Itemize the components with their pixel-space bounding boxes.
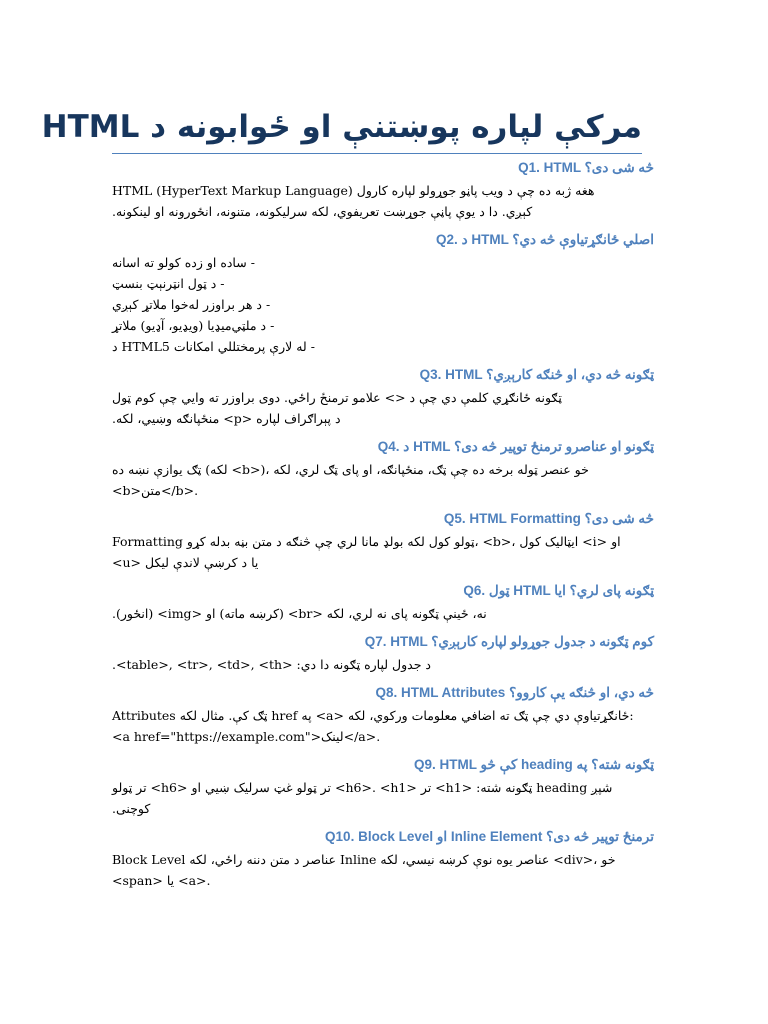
- answer-line: <b>متن</b>.: [112, 483, 199, 498]
- answer-line: <u> یا د کرښې لاندې لیکل: [112, 555, 259, 570]
- answer-line: <a href="https://example.com">لینک</a>.: [112, 729, 381, 744]
- question-8-heading: Q8. HTML Attributes څه دي، او څنګه یې کاروو؟: [375, 685, 654, 700]
- question-6-heading: Q6. ټول HTML ټګونه پای لري؟ ایا: [463, 583, 654, 598]
- question-2: [112, 232, 654, 357]
- question-3: [112, 367, 654, 429]
- page-title: مرکې لپاره پوښتنې او ځوابونه د HTML: [112, 109, 642, 154]
- question-8: [112, 685, 654, 747]
- answer-line: د جدول لپاره ټګونه دا دي: <table>, <tr>, <td>, <th>.: [112, 657, 431, 672]
- question-4: [112, 439, 654, 501]
- answer-line: خو عنصر ټوله برخه ده چې ټګ، منځپانګه، او پای ټګ لري، لکه ،(<b> لکه) ټګ یوازې نښه ده: [112, 462, 589, 477]
- question-1: [112, 160, 654, 222]
- answer-line: کوچنی.: [112, 801, 151, 816]
- answer-line: Block Level عناصر د متن دننه راځي، لکه Inline عناصر یوه نوې کرښه نیسي، لکه <div>، خو: [112, 852, 616, 867]
- question-5: [112, 511, 654, 573]
- answer-line: <span> یا <a>.: [112, 873, 211, 888]
- answer-line: Attributes ټګ کې. مثال لکه href په <a> ځانګړتیاوې دي چې ټګ ته اضافي معلومات ورکوي، لکه:: [112, 708, 634, 723]
- answer-line: شپږ heading ټګونه شته: <h1> تر <h6>. <h1> تر ټولو غټ سرلیک ښیي او <h6> تر ټولو: [112, 780, 613, 795]
- qa-list: [112, 160, 654, 901]
- question-2-heading: Q2. د HTML اصلي ځانګړتیاوې څه دي؟: [436, 232, 654, 247]
- question-6: [112, 583, 654, 624]
- question-7-heading: Q7. HTML کوم ټګونه د جدول جوړولو لپاره کارېږي؟: [364, 634, 654, 649]
- list-item: - د ټول انټرنېټ بنسټ: [112, 276, 225, 291]
- answer-line: HTML (HyperText Markup Language) هغه ژبه ده چې د ویب پاڼو جوړولو لپاره کارول: [112, 183, 595, 198]
- list-item: - د هر براوزر له‌خوا ملاتړ کېږي: [112, 297, 271, 312]
- answer-line: نه، ځینې ټګونه پای نه لري، لکه <br> (کرښه ماته) او <img> (انځور).: [112, 606, 487, 621]
- answer-line: ټګونه ځانګړي کلمې دي چې د <> علامو ترمنځ راځي. دوی براوزر ته وایي چې کوم ټول: [112, 390, 562, 405]
- feature-list: [112, 252, 654, 357]
- question-4-heading: Q4. د HTML ټګونو او عناصرو ترمنځ توپیر څه دی؟: [377, 439, 654, 454]
- answer-line: د پېراګراف لپاره <p> منځپانګه وښیي، لکه.: [112, 411, 341, 426]
- answer-line: کېږي. دا د یوې پاڼې جوړښت تعریفوي، لکه سرلیکونه، متنونه، انځورونه او لینکونه.: [112, 204, 533, 219]
- list-item: - د ملټي‌میډیا (ویډیو، آډیو) ملاتړ: [112, 318, 275, 333]
- question-1-heading: Q1. HTML څه شی دی؟: [518, 160, 654, 175]
- list-item: - له لارې پرمختللي امکانات HTML5 د: [112, 339, 315, 354]
- list-item: - ساده او زده کولو ته اسانه: [112, 255, 255, 270]
- answer-line: Formatting ټولو کول لکه بولډ مانا لري چې څنګه د متن بڼه بدله کړو، <b>، ایټالیک کول <i> او: [112, 534, 621, 549]
- question-9: [112, 757, 654, 819]
- question-3-heading: Q3. HTML ټګونه څه دي، او څنګه کارېږي؟: [419, 367, 654, 382]
- question-7: [112, 634, 654, 675]
- question-9-heading: Q9. HTML کې څو heading ټګونه شته؟ په: [414, 757, 654, 772]
- question-5-heading: Q5. HTML Formatting څه شی دی؟: [443, 511, 654, 526]
- question-10-heading: Q10. Block Level او Inline Element ترمنځ توپیر څه دی؟: [325, 829, 654, 844]
- question-10: [112, 829, 654, 891]
